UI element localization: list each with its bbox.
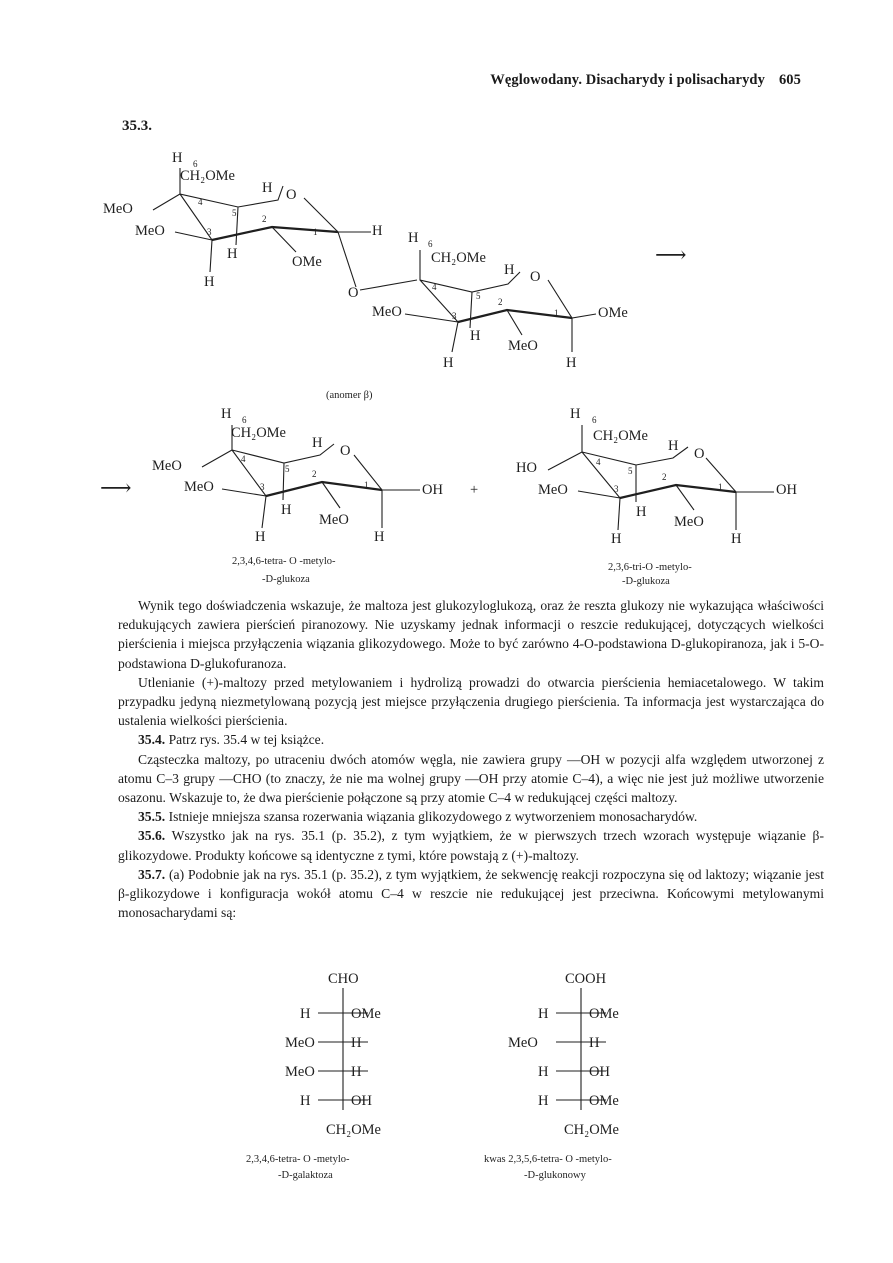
paragraph bbox=[118, 865, 824, 923]
h-label: H bbox=[262, 180, 273, 196]
paragraph bbox=[118, 730, 824, 749]
fischer-bottom-group: CH₂OMe bbox=[326, 1122, 381, 1138]
h-label: H bbox=[570, 406, 581, 422]
reaction-arrow: ⟶ bbox=[655, 242, 687, 267]
fischer-left-substituent: MeO bbox=[508, 1035, 538, 1051]
ome-label: OMe bbox=[598, 305, 628, 321]
product1-name-line2: -D-glukoza bbox=[262, 574, 310, 585]
fischer-bottom-group: CH₂OMe bbox=[564, 1122, 619, 1138]
c5-number: 5 bbox=[285, 464, 290, 474]
fischer-left-substituent: MeO bbox=[285, 1035, 315, 1051]
paragraph-text: Wszystko jak na rys. 35.1 (p. 35.2), z tym wyjątkiem, że w pierwszych trzech wzorach występuje wiązanie β-glikozydowe. Produkty końcowe są identyczne z tymi, które powstają z (+)-maltozy. bbox=[118, 828, 824, 863]
paragraph: Utlenianie (+)-maltozy przed metylowaniem i hydrolizą prowadzi do otwarcia pierścienia hemiacetalowego. W takim przypadku jedyną niezmetylowaną pozycją jest miejsce przyłączenia drugiego pierścienia. Ta informacja jest wystarczająca do ustalenia wielkości pierścienia. bbox=[118, 674, 824, 729]
fischer-top-group: CHO bbox=[328, 971, 359, 987]
glycosidic-bond bbox=[360, 280, 417, 290]
h-label: H bbox=[255, 529, 266, 545]
h-label: H bbox=[443, 355, 454, 371]
body-text bbox=[118, 596, 824, 922]
ring-oxygen-label: O bbox=[530, 269, 541, 285]
fischer-left-substituent: H bbox=[300, 1093, 311, 1109]
ch2ome-label: CH₂OMe bbox=[431, 250, 486, 266]
meo-label: MeO bbox=[319, 512, 349, 528]
h-label: H bbox=[372, 223, 383, 239]
meo-label: MeO bbox=[184, 479, 214, 495]
meo-label: MeO bbox=[674, 514, 704, 530]
h-label: H bbox=[221, 406, 232, 422]
fischer-right-substituent: H bbox=[351, 1064, 362, 1080]
plus-sign: + bbox=[470, 482, 479, 498]
item-number: 35.7. bbox=[138, 866, 166, 882]
h-label: H bbox=[611, 531, 622, 547]
c6-number: 6 bbox=[428, 239, 433, 249]
c2-number: 2 bbox=[312, 469, 317, 479]
c1-number: 1 bbox=[313, 227, 318, 237]
fischer-right-substituent: OMe bbox=[589, 1006, 619, 1022]
c2-number: 2 bbox=[662, 472, 667, 482]
fischer-left-substituent: MeO bbox=[285, 1064, 315, 1080]
ring-oxygen-label: O bbox=[340, 443, 351, 459]
c4-number: 4 bbox=[241, 454, 246, 464]
h-label: H bbox=[172, 150, 183, 166]
structure-maltose-ring-b bbox=[372, 230, 628, 371]
glycosidic-oxygen-label: O bbox=[348, 285, 359, 301]
ring-oxygen-label: O bbox=[694, 446, 705, 462]
meo-label: MeO bbox=[538, 482, 568, 498]
product2-name-line2: -D-glukoza bbox=[622, 576, 670, 587]
paragraph-text: Istnieje mniejsza szansa rozerwania wiązania glikozydowego z wytworzeniem monosacharydów. bbox=[168, 809, 698, 825]
c1-number: 1 bbox=[718, 482, 723, 492]
c1-number: 1 bbox=[364, 480, 369, 490]
oh-label: OH bbox=[422, 482, 443, 498]
meo-label: MeO bbox=[135, 223, 165, 239]
meo-label: MeO bbox=[508, 338, 538, 354]
fischer-right-substituent: OMe bbox=[589, 1093, 619, 1109]
fischer-left-substituent: H bbox=[538, 1006, 549, 1022]
fischer-right-substituent: H bbox=[351, 1035, 362, 1051]
c3-number: 3 bbox=[452, 311, 457, 321]
ring-oxygen-label: O bbox=[286, 187, 297, 203]
fischer-caption-line1: 2,3,4,6-tetra- O -metylo- bbox=[246, 1154, 350, 1165]
c3-number: 3 bbox=[614, 484, 619, 494]
h-label: H bbox=[204, 274, 215, 290]
c5-number: 5 bbox=[476, 291, 481, 301]
meo-label: MeO bbox=[152, 458, 182, 474]
h-label: H bbox=[731, 531, 742, 547]
h-label: H bbox=[374, 529, 385, 545]
anomer-caption: (anomer β) bbox=[326, 390, 373, 401]
fischer-left-substituent: H bbox=[538, 1064, 549, 1080]
paragraph bbox=[118, 826, 824, 864]
h-label: H bbox=[504, 262, 515, 278]
paragraph bbox=[118, 807, 824, 826]
item-number: 35.5. bbox=[138, 809, 166, 825]
c2-number: 2 bbox=[262, 214, 267, 224]
item-number: 35.6. bbox=[138, 828, 166, 844]
h-label: H bbox=[668, 438, 679, 454]
fischer-galactose bbox=[246, 971, 381, 1181]
ch2ome-label: CH₂OMe bbox=[180, 168, 235, 184]
product2-name-line1: 2,3,6-tri-O -metylo- bbox=[608, 562, 692, 573]
c6-number: 6 bbox=[193, 159, 198, 169]
fischer-right-substituent: OH bbox=[589, 1064, 610, 1080]
meo-label: MeO bbox=[103, 201, 133, 217]
ch2ome-label: CH₂OMe bbox=[593, 428, 648, 444]
page-number: 605 bbox=[778, 72, 801, 88]
c2-number: 2 bbox=[498, 297, 503, 307]
ho-label: HO bbox=[516, 460, 537, 476]
fischer-right-substituent: H bbox=[589, 1035, 600, 1051]
c5-number: 5 bbox=[232, 208, 237, 218]
oh-label: OH bbox=[776, 482, 797, 498]
structure-maltose-ring-a bbox=[103, 150, 383, 290]
section-number: 35.3. bbox=[122, 118, 152, 134]
paragraph: Wynik tego doświadczenia wskazuje, że maltoza jest glukozyloglukozą, oraz że reszta glukozy nie wykazująca właściwości redukujących zawiera pierścień piranozowy. Nie uzyskamy jednak informacji o reszcie redukującej, dotyczących wielkości pierścienia i miejsca przyłączenia wiązania glikozydowego. Może to być zarówno 4-O-podstawiona D-glukopiranoza, jak i 5-O-podstawiona D-glukofuranoza. bbox=[118, 598, 824, 671]
paragraph-text: Patrz rys. 35.4 w tej książce. bbox=[168, 732, 325, 748]
c4-number: 4 bbox=[596, 457, 601, 467]
c3-number: 3 bbox=[207, 227, 212, 237]
item-number: 35.4. bbox=[138, 732, 166, 748]
h-label: H bbox=[281, 502, 292, 518]
h-label: H bbox=[636, 504, 647, 520]
fischer-caption-line1: kwas 2,3,5,6-tetra- O -metylo- bbox=[484, 1154, 612, 1165]
fischer-gluconic-acid bbox=[484, 971, 619, 1181]
h-label: H bbox=[470, 328, 481, 344]
h-label: H bbox=[566, 355, 577, 371]
meo-label: MeO bbox=[372, 304, 402, 320]
fischer-left-substituent: H bbox=[300, 1006, 311, 1022]
c1-number: 1 bbox=[554, 308, 559, 318]
structure-product-tetramethyl-glucose bbox=[152, 406, 443, 545]
fischer-caption-line2: -D-glukonowy bbox=[524, 1170, 586, 1181]
ch2ome-label: CH₂OMe bbox=[231, 425, 286, 441]
fischer-right-substituent: OMe bbox=[351, 1006, 381, 1022]
reaction-arrow: ⟶ bbox=[100, 475, 132, 500]
c5-number: 5 bbox=[628, 466, 633, 476]
running-title: Węglowodany. Disacharydy i polisacharydy bbox=[490, 72, 765, 88]
c6-number: 6 bbox=[592, 415, 597, 425]
fischer-left-substituent: H bbox=[538, 1093, 549, 1109]
ome-label: OMe bbox=[292, 254, 322, 270]
h-label: H bbox=[408, 230, 419, 246]
c4-number: 4 bbox=[198, 197, 203, 207]
fischer-right-substituent: OH bbox=[351, 1093, 372, 1109]
c4-number: 4 bbox=[432, 282, 437, 292]
fischer-caption-line2: -D-galaktoza bbox=[278, 1170, 333, 1181]
paragraph: Cząsteczka maltozy, po utraceniu dwóch atomów węgla, nie zawiera grupy —OH w pozycji alfa względem utworzonej z atomu C–3 grupy —CHO (to znaczy, że nie ma wolnej grupy —OH przy atomie C–4), a więc nie jest już możliwe utworzenie osazonu. Wskazuje to, że dwa pierścienie połączone są przy atomie C–4 w redukującej części maltozy. bbox=[118, 751, 824, 806]
reaction-scheme bbox=[0, 0, 893, 600]
paragraph-text: (a) Podobnie jak na rys. 35.1 (p. 35.2), z tym wyjątkiem, że sekwencję reakcji rozpoczyna się od laktozy; wiązanie jest β-glikozydowe i konfiguracja wokół atomu C–4 w reszcie nie redukującej jest przeciwna. Końcowymi metylowanymi monosacharydami są: bbox=[118, 866, 824, 921]
h-label: H bbox=[227, 246, 238, 262]
product1-name-line1: 2,3,4,6-tetra- O -metylo- bbox=[232, 556, 336, 567]
c6-number: 6 bbox=[242, 415, 247, 425]
structure-product-trimethyl-glucose bbox=[516, 406, 797, 547]
h-label: H bbox=[312, 435, 323, 451]
c3-number: 3 bbox=[260, 482, 265, 492]
fischer-top-group: COOH bbox=[565, 971, 607, 987]
